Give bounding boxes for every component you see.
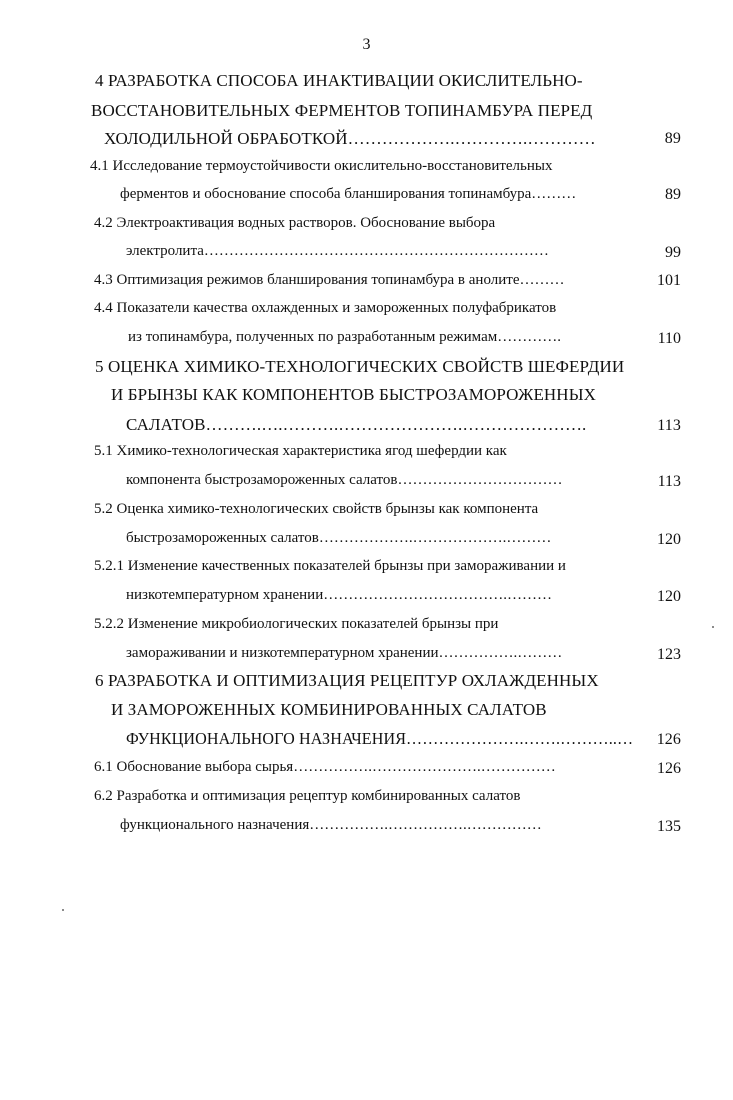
toc-entry-line: 4.1 Исследование термоустойчивости окислительно-восстановительных bbox=[90, 158, 553, 174]
toc-entry-line: ВОССТАНОВИТЕЛЬНЫХ ФЕРМЕНТОВ ТОПИНАМБУРА ПЕРЕД bbox=[91, 101, 593, 120]
toc-entry-line: замораживании и низкотемпературном хранении…………….……… bbox=[126, 645, 563, 661]
toc-entry-line: 5.2.2 Изменение микробиологических показателей брынзы при bbox=[94, 616, 499, 632]
toc-page-number: 89 bbox=[665, 186, 681, 203]
toc-entry-line: 5.2.1 Изменение качественных показателей брынзы при замораживании и bbox=[94, 558, 566, 574]
toc-page-number: 113 bbox=[657, 417, 681, 434]
toc-entry-line: 4.2 Электроактивация водных растворов. Обоснование выбора bbox=[94, 215, 496, 231]
toc-entry-line: низкотемпературном хранении……………………………….……… bbox=[126, 587, 552, 603]
toc-page-number: 120 bbox=[657, 531, 681, 548]
toc-entry-line: электролита…………………………………………………………… bbox=[126, 243, 549, 259]
toc-page-number: 110 bbox=[657, 330, 681, 347]
toc-page-number: 126 bbox=[657, 760, 681, 777]
toc-entry-line: ХОЛОДИЛЬНОЙ ОБРАБОТКОЙ……………….………….………… bbox=[104, 129, 596, 148]
toc-entry-line: ферментов и обоснование способа бланширования топинамбура……… bbox=[120, 186, 577, 202]
toc-entry-line: из топинамбура, полученных по разработанным режимам…………. bbox=[128, 329, 561, 345]
toc-page-number: 99 bbox=[665, 244, 681, 261]
toc-entry-line: 5.2 Оценка химико-технологических свойств брынзы как компонента bbox=[94, 501, 539, 517]
toc-page-number: 113 bbox=[657, 473, 681, 490]
toc-entry-line: 6 РАЗРАБОТКА И ОПТИМИЗАЦИЯ РЕЦЕПТУР ОХЛАЖДЕННЫХ bbox=[95, 671, 599, 690]
scan-speck bbox=[712, 626, 714, 628]
toc-entry-line: 6.2 Разработка и оптимизация рецептур комбинированных салатов bbox=[94, 788, 521, 804]
toc-entry-line: САЛАТОВ……….….……….………………….…………………. bbox=[126, 415, 587, 434]
toc-page-number: 89 bbox=[664, 130, 681, 147]
toc-entry-line: И БРЫНЗЫ КАК КОМПОНЕНТОВ БЫСТРОЗАМОРОЖЕННЫХ bbox=[111, 385, 596, 404]
toc-entry-line: быстрозамороженных салатов……………….……………….……… bbox=[126, 530, 552, 546]
scan-speck bbox=[62, 909, 64, 911]
toc-entry-line: 5.1 Химико-технологическая характеристика ягод шефердии как bbox=[94, 443, 507, 459]
toc-entry-line: ФУНКЦИОНАЛЬНОГО НАЗНАЧЕНИЯ………………….…….………..… bbox=[126, 729, 634, 748]
toc-entry-line: 4 РАЗРАБОТКА СПОСОБА ИНАКТИВАЦИИ ОКИСЛИТЕЛЬНО- bbox=[95, 71, 583, 90]
toc-entry-line: И ЗАМОРОЖЕННЫХ КОМБИНИРОВАННЫХ САЛАТОВ bbox=[111, 700, 547, 719]
toc-entry-line: 4.3 Оптимизация режимов бланширования топинамбура в анолите……… bbox=[94, 272, 565, 288]
toc-entry-line: 4.4 Показатели качества охлажденных и замороженных полуфабрикатов bbox=[94, 300, 557, 316]
toc-page-number: 123 bbox=[657, 646, 681, 663]
toc-page-number: 120 bbox=[657, 588, 681, 605]
toc-page-number: 135 bbox=[657, 818, 681, 835]
toc-entry-line: компонента быстрозамороженных салатов…………………………… bbox=[126, 472, 563, 488]
toc-entry-line: 5 ОЦЕНКА ХИМИКО-ТЕХНОЛОГИЧЕСКИХ СВОЙСТВ ШЕФЕРДИИ bbox=[95, 357, 625, 376]
toc-entry-line: функционального назначения…………….…………….…………… bbox=[120, 817, 542, 833]
toc-page-number: 101 bbox=[657, 272, 681, 289]
toc-entry-line: 6.1 Обоснование выбора сырья…………….………………….…………… bbox=[94, 759, 556, 775]
page-number: 3 bbox=[362, 36, 371, 53]
toc-page-number: 126 bbox=[656, 731, 681, 748]
